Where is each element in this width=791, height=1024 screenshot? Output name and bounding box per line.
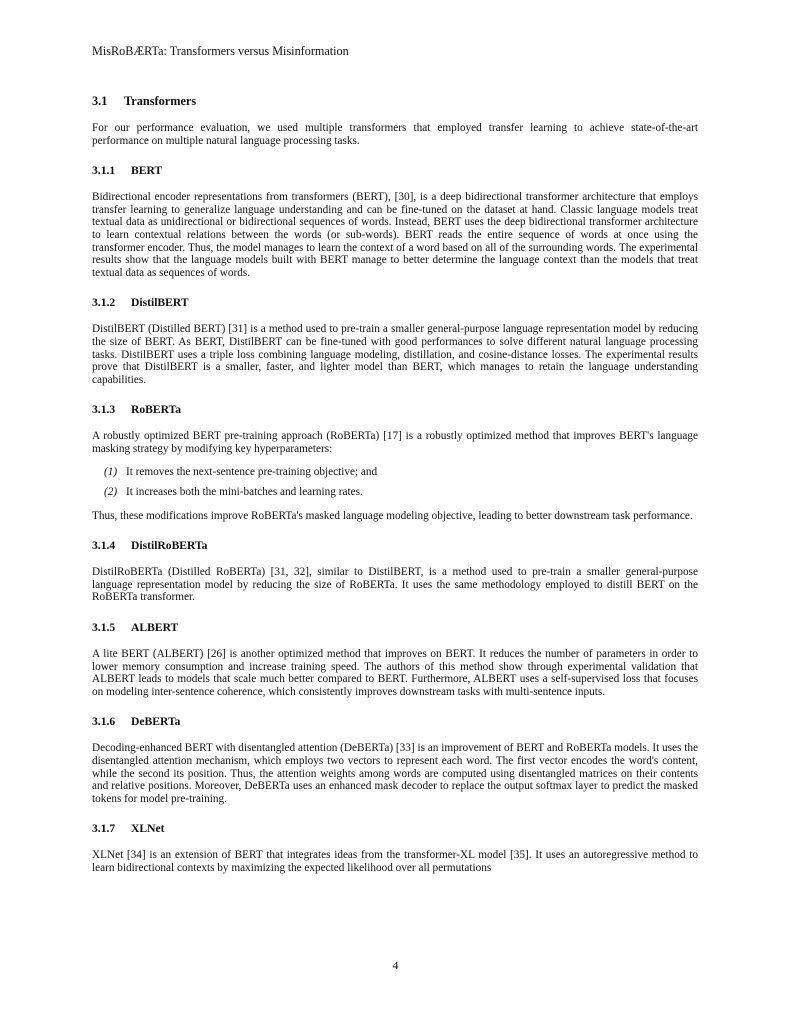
subsection-number: 3.1.7: [92, 822, 116, 836]
page-number: 4: [392, 958, 399, 972]
subsection-title: DeBERTa: [131, 715, 181, 729]
section-intro: For our performance evaluation, we used multiple transformers that employed transfer learning to achieve state-of-the-art performance on multiple natural language processing tasks.: [92, 122, 698, 147]
running-header: MisRoBÆRTa: Transformers versus Misinformation: [92, 44, 349, 58]
subsection-title: DistilBERT: [131, 296, 189, 310]
list-marker: (1): [104, 465, 118, 478]
section-heading: [92, 94, 698, 109]
list-item: [104, 486, 698, 499]
subsection-title: DistilRoBERTa: [131, 539, 208, 553]
roberta-followup-paragraph: Thus, these modifications improve RoBERTa's masked language modeling objective, leading to better downstream task performance.: [92, 509, 693, 522]
subsection-number: 3.1.5: [92, 621, 116, 635]
list-item: [104, 466, 698, 479]
subsection-number: 3.1.4: [92, 539, 116, 553]
subsection-title: BERT: [131, 164, 163, 178]
subsection-heading-bert: [92, 163, 698, 178]
distilbert-paragraph: DistilBERT (Distilled BERT) [31] is a method used to pre-train a smaller general-purpose language representation model by reducing the size of BERT. As BERT, DistilBERT can be fine-tuned with good performances to solve different natural language processing tasks. DistilBERT uses a triple loss combining language modeling, distillation, and cosine-distance losses. The experimental results prove that DistilBERT is a smaller, faster, and lighter model than BERT, which manages to retain the language understanding capabilities.: [92, 323, 698, 386]
list-item-text: It removes the next-sentence pre-training objective; and: [126, 465, 378, 478]
section-number: 3.1: [92, 94, 108, 108]
subsection-number: 3.1.6: [92, 715, 116, 729]
albert-paragraph: A lite BERT (ALBERT) [26] is another optimized method that improves on BERT. It reduces the number of parameters in order to lower memory consumption and increase training speed. The authors of this method show through experimental validation that ALBERT leads to models that scale much better compared to BERT. Furthermore, ALBERT uses a self-supervised loss that focuses on modeling inter-sentence coherence, which consistently improves downstream tasks with multi-sentence inputs.: [92, 648, 698, 698]
list-item-text: It increases both the mini-batches and learning rates.: [126, 486, 363, 499]
roberta-modifications-list: [92, 466, 698, 499]
roberta-paragraph: A robustly optimized BERT pre-training approach (RoBERTa) [17] is a robustly optimized method that improves BERT's language masking strategy by modifying key hyperparameters:: [92, 430, 698, 455]
section-title: Transformers: [124, 94, 197, 108]
subsection-number: 3.1.2: [92, 296, 116, 310]
bert-paragraph: Bidirectional encoder representations from transformers (BERT), [30], is a deep bidirectional transformer architecture that employs transfer learning to generalize language understanding and can be fine-tuned on the dataset at hand. Classic language models treat textual data as unidirectional or bidirectional sequences of words. Instead, BERT uses the deep bidirectional transformer architecture to learn contextual relations between the words (or sub-words). BERT reads the entire sequence of words at once using the transformer encoder. Thus, the model manages to learn the context of a word based on all of the surrounding words. The experimental results show that the language models built with BERT manage to better determine the language context than the models that treat textual data as sequences of words.: [92, 191, 698, 279]
subsection-heading-distilroberta: [92, 538, 698, 553]
distilroberta-paragraph: DistilRoBERTa (Distilled RoBERTa) [31, 32], similar to DistilBERT, is a method used to pre-train a smaller general-purpose language representation model by reducing the size of RoBERTa. It uses the same methodology employed to distill BERT on the RoBERTa transformer.: [92, 566, 698, 604]
subsection-heading-distilbert: [92, 295, 698, 310]
subsection-heading-albert: [92, 620, 698, 635]
subsection-number: 3.1.3: [92, 403, 116, 417]
subsection-heading-xlnet: [92, 821, 698, 836]
page-body: [92, 94, 698, 875]
subsection-heading-roberta: [92, 402, 698, 417]
subsection-number: 3.1.1: [92, 164, 116, 178]
deberta-paragraph: Decoding-enhanced BERT with disentangled attention (DeBERTa) [33] is an improvement of BERT and RoBERTa models. It uses the disentangled attention mechanism, which employs two vectors to represent each word. The first vector encodes the word's content, while the second its position. Thus, the attention weights among words are computed using disentangled matrices on their contents and relative positions. Moreover, DeBERTa uses an enhanced mask decoder to replace the output softmax layer to predict the masked tokens for model pre-training.: [92, 742, 698, 805]
xlnet-paragraph: XLNet [34] is an extension of BERT that integrates ideas from the transformer-XL model [35]. It uses an autoregressive method to learn bidirectional contexts by maximizing the expected likelihood over all permutations: [92, 849, 698, 874]
subsection-heading-deberta: [92, 714, 698, 729]
subsection-title: ALBERT: [131, 621, 179, 635]
list-marker: (2): [104, 486, 118, 499]
subsection-title: RoBERTa: [131, 403, 182, 417]
subsection-title: XLNet: [131, 822, 165, 836]
